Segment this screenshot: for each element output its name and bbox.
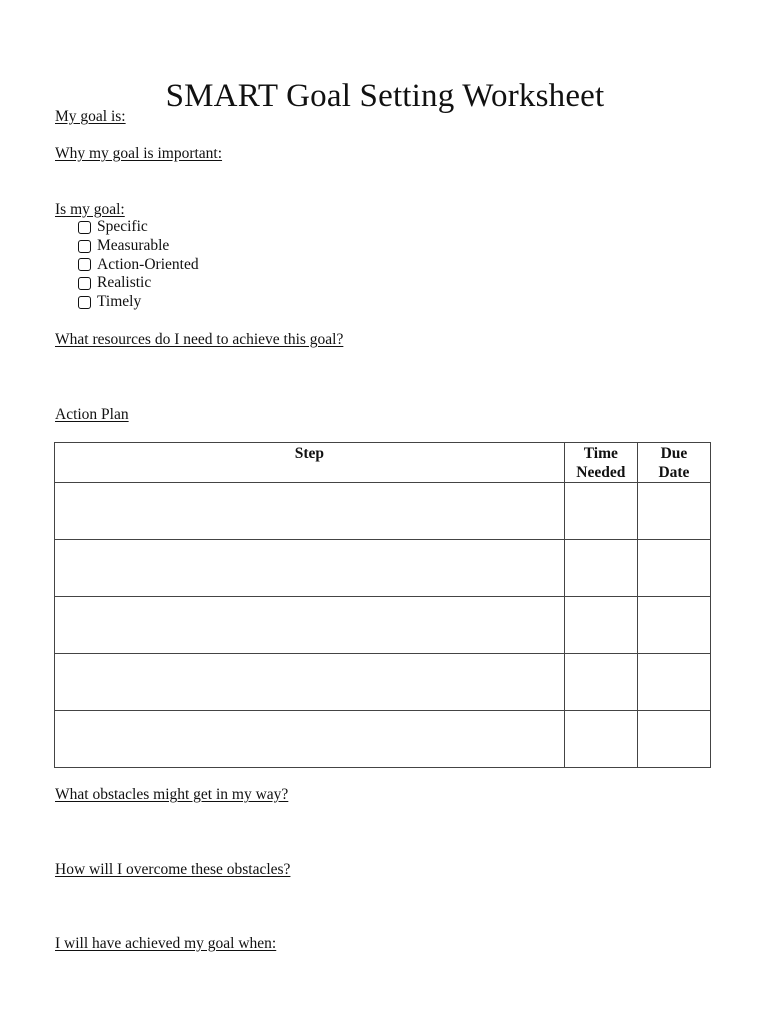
time-needed-header	[564, 443, 637, 483]
why-important-label: Why my goal is important:	[55, 145, 223, 162]
step-header	[55, 443, 565, 483]
checkbox-action-oriented[interactable]	[78, 258, 91, 271]
time-needed-cell[interactable]	[564, 483, 637, 540]
table-row	[55, 711, 711, 768]
due-date-cell[interactable]	[637, 711, 710, 768]
due-date-cell[interactable]	[637, 597, 710, 654]
step-cell[interactable]	[55, 711, 565, 768]
checklist-item-timely[interactable]	[78, 293, 199, 312]
time-header-line1: Time	[583, 445, 618, 462]
checklist-item-specific[interactable]	[78, 218, 199, 237]
overcome-obstacles-label: How will I overcome these obstacles?	[55, 861, 291, 878]
due-header-line1: Due	[660, 445, 688, 462]
step-cell[interactable]	[55, 597, 565, 654]
checkbox-measurable[interactable]	[78, 240, 91, 253]
time-needed-cell[interactable]	[564, 597, 637, 654]
time-needed-cell[interactable]	[564, 540, 637, 597]
smart-checklist	[78, 218, 199, 311]
due-date-cell[interactable]	[637, 483, 710, 540]
checkbox-timely[interactable]	[78, 296, 91, 309]
is-my-goal-label: Is my goal:	[55, 201, 125, 218]
page-title: SMART Goal Setting Worksheet	[165, 78, 605, 115]
due-date-header	[637, 443, 710, 483]
action-plan-label: Action Plan	[55, 406, 129, 423]
time-needed-cell[interactable]	[564, 711, 637, 768]
due-date-cell[interactable]	[637, 654, 710, 711]
table-row	[55, 483, 711, 540]
checklist-item-realistic[interactable]	[78, 274, 199, 293]
table-row	[55, 654, 711, 711]
checklist-label: Action-Oriented	[97, 255, 199, 273]
table-header-row	[55, 443, 711, 483]
checklist-label: Realistic	[97, 274, 152, 292]
step-cell[interactable]	[55, 540, 565, 597]
achieved-goal-label: I will have achieved my goal when:	[55, 935, 277, 952]
time-needed-cell[interactable]	[564, 654, 637, 711]
due-date-cell[interactable]	[637, 540, 710, 597]
time-header-line2: Needed	[576, 464, 626, 481]
step-header-text: Step	[294, 445, 325, 462]
checkbox-realistic[interactable]	[78, 277, 91, 290]
checklist-label: Timely	[97, 293, 142, 311]
due-header-line2: Date	[658, 464, 690, 481]
action-plan-table	[54, 442, 711, 768]
goal-label: My goal is:	[55, 108, 126, 125]
step-cell[interactable]	[55, 483, 565, 540]
checklist-label: Specific	[97, 218, 148, 236]
checkbox-specific[interactable]	[78, 221, 91, 234]
resources-label: What resources do I need to achieve this goal?	[55, 331, 344, 348]
checklist-item-measurable[interactable]	[78, 237, 199, 256]
checklist-label: Measurable	[97, 237, 170, 255]
checklist-item-action-oriented[interactable]	[78, 255, 199, 274]
obstacles-label: What obstacles might get in my way?	[55, 786, 289, 803]
table-row	[55, 540, 711, 597]
table-row	[55, 597, 711, 654]
step-cell[interactable]	[55, 654, 565, 711]
